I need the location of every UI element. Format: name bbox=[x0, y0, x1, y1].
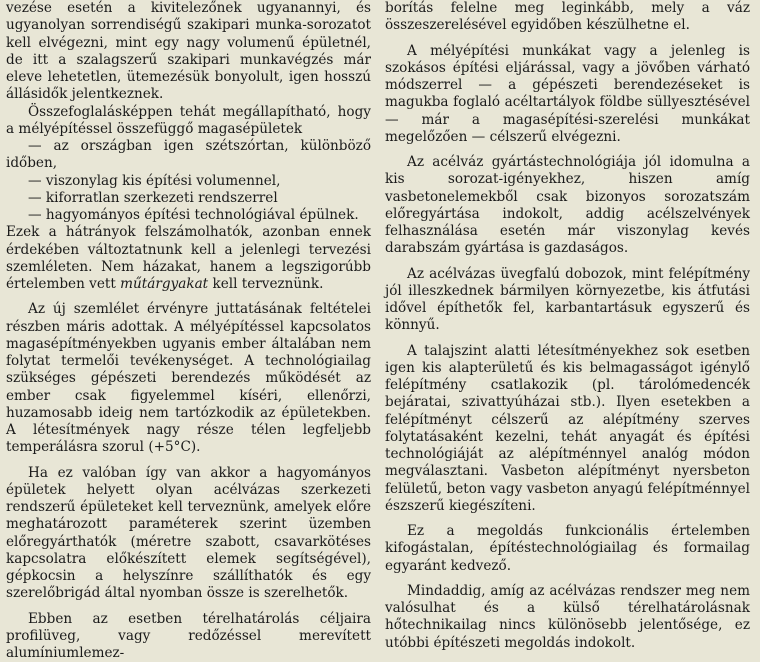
paragraph: Mindaddig, amíg az acélvázas rendszer meg nem valósulhat és a külső térelhatárolásnak hőtechnikailag nincs különösebb jelentősége, ez utóbbi építészeti megoldás indokolt. bbox=[385, 583, 750, 652]
list-item: — viszonylag kis építési volumennel, bbox=[6, 173, 371, 190]
list-item: — az országban igen szétszórtan, különböző időben, bbox=[6, 138, 371, 173]
paragraph: Az új szemlélet érvényre juttatásának feltételei részben máris adottak. A mélyépítéssel kapcsolatos magasépítményekben ugyanis ember általában nem folytat termelői tevékenységet. A technológiailag szükséges gépészeti berendezés működését az ember csak figyelemmel kíséri, ellenőrzi, huzamosabb ideig nem tartózkodik az épületekben. A létesítmények nagy része télen legfeljebb temperálásra szorul (+5°C). bbox=[6, 301, 371, 456]
paragraph: A mélyépítési munkákat vagy a jelenleg is szokásos építési eljárással, vagy a jövőben várható módszerrel — a gépészeti berendezéseket is magukba foglaló acéltartályok földbe süllyesztésével — már a magasépítési-szerelési munkákat megelőzően — célszerű elvégezni. bbox=[385, 43, 750, 147]
right-column bbox=[385, 0, 750, 593]
paragraph: A talajszint alatti létesítményekhez sok esetben igen kis alapterületű és kis belmagasságot igénylő felépítmény csatlakozik (pl. tárolómedencék bejáratai, szivattyúházai stb.). Ilyen esetekben a felépítményt célszerű az alépítmény szerves folytatásaként kezelni, tehát anyagát és építési technológiáját az alépítménnyel analóg módon megválasztani. Vasbeton alépítményt nyersbeton felületű, beton vagy vasbeton anyagú felépítménnyel észszerű kiegészíteni. bbox=[385, 343, 750, 516]
paragraph: Az acélvázas üvegfalú dobozok, mint felépítmény jól illeszkednek bármilyen környezetbe, kis átfutási idővel építhetők fel, karbantartásuk egyszerű és könnyű. bbox=[385, 266, 750, 335]
paragraph: vezése esetén a kivitelezőnek ugyanannyi, és ugyanolyan sorrendiségű szakipari munka-sorozatot kell elvégezni, mint egy nagy volumenű épületnél, de itt a szalagszerű szakipari munkavégzés már eleve lehetetlen, ütemezésük bonyolult, igen hosszú állásidők jelentkeznek. bbox=[6, 0, 371, 104]
list-item: — hagyományos építési technológiával épülnek. bbox=[6, 207, 371, 224]
left-column bbox=[6, 0, 371, 593]
paragraph: Ezek a hátrányok felszámolhatók, azonban ennek érdekében változtatnunk kell a jelenlegi tervezési szemléleten. Nem házakat, hanem a legszigorúbb értelemben vett műtárgyakat kell terveznünk. bbox=[6, 224, 371, 293]
paragraph: Összefoglalásképpen tehát megállapítható, hogy a mélyépítéssel összefüggő magasépületek bbox=[6, 104, 371, 139]
paragraph: Ebben az esetben térelhatárolás céljaira profilüveg, vagy redőzéssel merevített alumíniumlemez- bbox=[6, 611, 371, 662]
paragraph: Az acélváz gyártástechnológiája jól idomulna a kis sorozat-igényekhez, hiszen amíg vasbetonelemekből csak bizonyos sorozatszám előregyártása indokolt, addig acélszelvények felhasználása esetén már viszonylag kevés darabszám gyártása is gazdaságos. bbox=[385, 154, 750, 258]
emphasized-word: műtárgyakat bbox=[120, 276, 208, 292]
paragraph: borítás felelne meg leginkább, mely a váz összeszerelésével egyidőben készülhetne el. bbox=[385, 0, 750, 35]
list-item: — kiforratlan szerkezeti rendszerrel bbox=[6, 190, 371, 207]
paragraph: Ha ez valóban így van akkor a hagyományos épületek helyett olyan acélvázas szerkezeti rendszerű épületeket kell terveznünk, amelyek előre meghatározott paraméterek szerint üzemben előregyárthatók (méretre szabott, csavarkötéses kapcsolatra előkészített elemek segítségével), gépkocsin a helyszínre szállíthatók és egy szerelőbrigád által nyomban össze is szerelhetők. bbox=[6, 465, 371, 603]
paragraph: Ez a megoldás funkcionális értelemben kifogástalan, építéstechnológiailag és formailag egyaránt kedvező. bbox=[385, 523, 750, 575]
